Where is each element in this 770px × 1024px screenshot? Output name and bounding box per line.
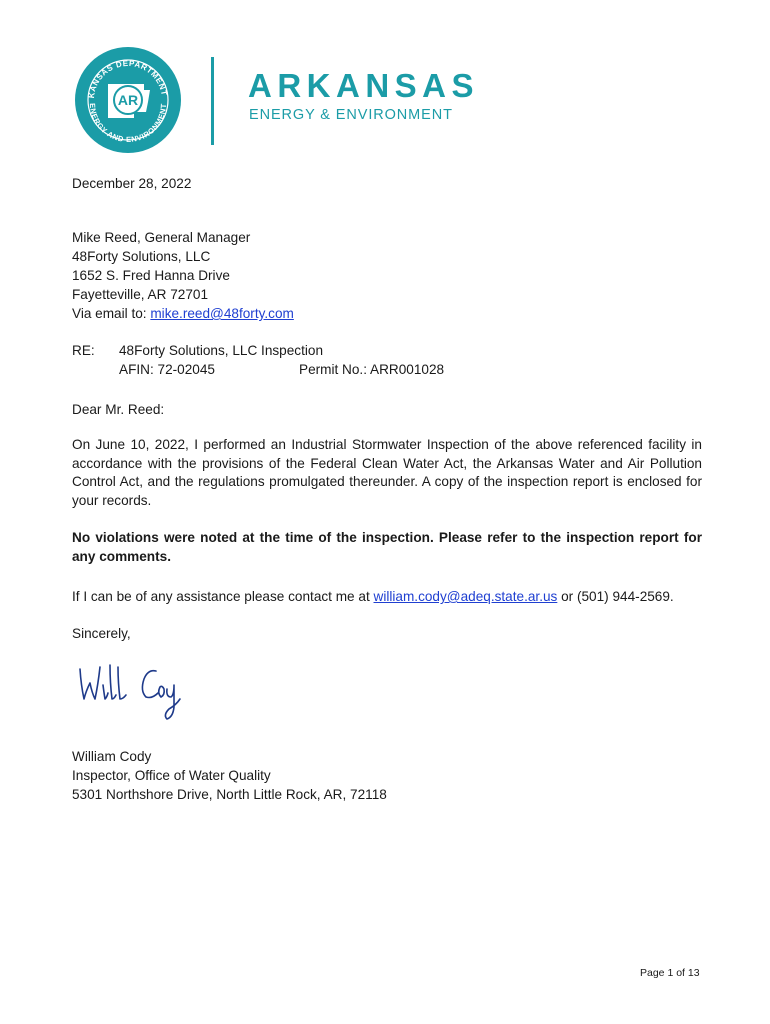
svg-text:ARKANSAS DEPARTMENT OF: KANSAS DEPARTMENT — [86, 58, 169, 99]
re-label: RE: — [72, 343, 95, 358]
handwritten-signature — [70, 655, 190, 725]
contact-line — [72, 587, 674, 606]
re-subject: 48Forty Solutions, LLC Inspection — [119, 343, 324, 358]
re-permit: Permit No.: ARR001028 — [299, 362, 445, 377]
brand-title: ARKANSAS — [248, 67, 480, 104]
salutation: Dear Mr. Reed: — [72, 402, 165, 417]
recipient-city: Fayetteville, AR 72701 — [72, 287, 209, 302]
seal-center-text: AR — [117, 92, 139, 108]
signer-block — [72, 747, 387, 804]
agency-seal-logo — [74, 46, 182, 154]
contact-suffix: or (501) 944-2569. — [561, 589, 674, 604]
signer-address: 5301 Northshore Drive, North Little Rock, AR, 72118 — [72, 787, 387, 802]
contact-prefix: If I can be of any assistance please contact me at — [72, 589, 370, 604]
letterhead-divider — [211, 57, 214, 145]
signer-name: William Cody — [72, 749, 152, 764]
via-email-label: Via email to: — [72, 306, 147, 321]
recipient-address — [72, 228, 294, 323]
page-number: Page 1 of 13 — [640, 967, 700, 979]
svg-text:ENERGY AND ENVIRONMENT: ENERGY AND ENVIRONMENT — [87, 102, 169, 145]
letter-date: December 28, 2022 — [72, 176, 192, 191]
signer-title: Inspector, Office of Water Quality — [72, 768, 271, 783]
brand-subtitle: ENERGY & ENVIRONMENT — [249, 107, 453, 123]
recipient-email-link[interactable]: mike.reed@48forty.com — [150, 306, 294, 321]
no-violations-paragraph: No violations were noted at the time of the inspection. Please refer to the inspection report for any comments. — [72, 530, 702, 564]
re-afin: AFIN: 72-02045 — [119, 362, 215, 377]
inspector-email-link[interactable]: william.cody@adeq.state.ar.us — [373, 589, 558, 604]
recipient-company: 48Forty Solutions, LLC — [72, 249, 211, 264]
recipient-street: 1652 S. Fred Hanna Drive — [72, 268, 230, 283]
closing: Sincerely, — [72, 626, 131, 641]
recipient-name: Mike Reed, General Manager — [72, 230, 251, 245]
recipient-email-line — [72, 304, 294, 323]
body-paragraph: On June 10, 2022, I performed an Industrial Stormwater Inspection of the above referenced facility in accordance with the provisions of the Federal Clean Water Act, the Arkansas Water and Air Pollution Control Act, and the regulations promulgated thereunder. A copy of the inspection report is enclosed for your records. — [72, 437, 702, 508]
